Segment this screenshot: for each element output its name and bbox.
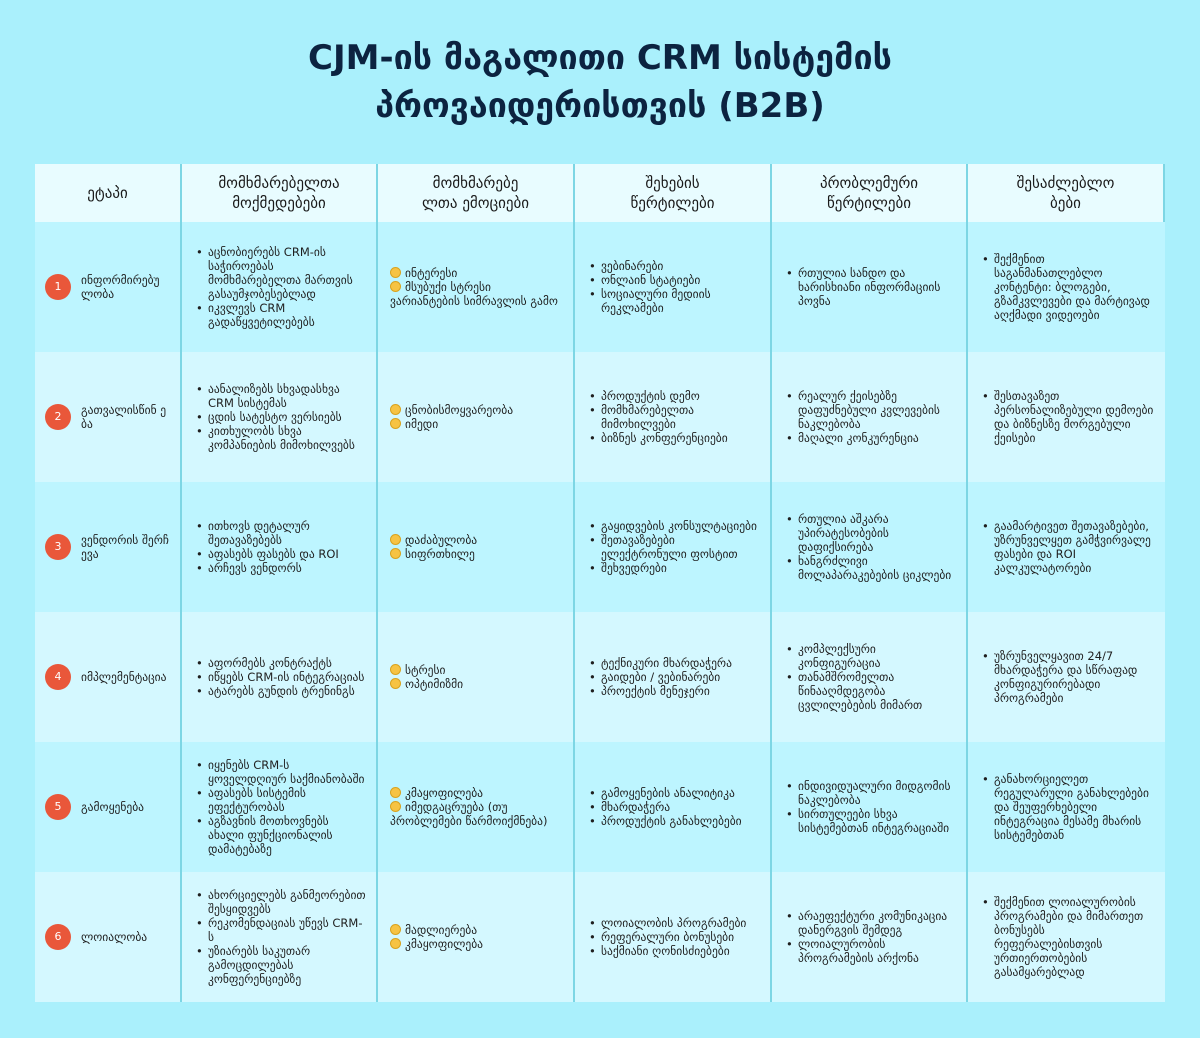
thinking-face-icon	[390, 267, 401, 278]
emotions-cell	[378, 742, 575, 872]
emotion-text: მადლიერება	[405, 923, 478, 937]
customer-actions-list	[194, 245, 366, 329]
stage-cell	[35, 222, 182, 352]
pain-points-list	[784, 909, 956, 965]
stage-label: ვენდორის შერჩევა	[81, 533, 169, 561]
emotion-item	[390, 280, 563, 308]
emotion-text: კმაყოფილება	[405, 786, 484, 800]
customer-actions-item: • აგზავნის მოთხოვნებს ახალი ფუნქციონალის დამატებაზე	[194, 814, 366, 856]
customer-actions-list	[194, 888, 366, 986]
pain-points-item: • ლოიალურობის პროგრამების არქონა	[784, 937, 956, 965]
sweat-face-icon	[390, 664, 401, 675]
touchpoints-cell	[575, 352, 772, 482]
pain-points-cell	[772, 352, 968, 482]
touchpoints-item: • ტექნიკური მხარდაჭერა	[587, 656, 732, 670]
emotions-cell	[378, 872, 575, 1002]
emotion-item	[390, 533, 477, 547]
opportunities-item: • შესთავაზეთ პერსონალიზებული დემოები და ბიზნესზე მორგებული ქეისები	[980, 389, 1155, 445]
emotions-list	[390, 533, 477, 561]
customer-actions-item: • აცნობიერებს CRM-ის საჭიროებას მომხმარებელთა მართვის გასაუმჯობესებლად	[194, 245, 366, 301]
emotion-item	[390, 663, 463, 677]
touchpoints-item: • რეფერალური ბონუსები	[587, 930, 746, 944]
header-text: მოქმედებები	[232, 194, 326, 212]
pain-points-list	[784, 512, 956, 582]
emotion-text: კმაყოფილება	[405, 937, 484, 951]
emotions-list	[390, 266, 563, 308]
touchpoints-list	[587, 389, 760, 445]
pain-points-item: • კომპლექსური კონფიგურაცია	[784, 642, 956, 670]
title-line-2: პროვაიდერისთვის (B2B)	[375, 86, 825, 126]
emotion-item	[390, 937, 483, 951]
stage-label: იმპლემენტაცია	[81, 670, 167, 684]
page-title	[0, 34, 1200, 130]
stage-number-badge: 4	[45, 664, 71, 690]
customer-actions-item: • აფასებს ფასებს და ROI	[194, 547, 366, 561]
pain-points-item: • სირთულეები სხვა სისტემებთან ინტეგრაციაში	[784, 807, 956, 835]
touchpoints-list	[587, 786, 742, 828]
stage-cell	[35, 352, 182, 482]
stage-number-badge: 5	[45, 794, 71, 820]
header-text: წერტილები	[630, 194, 715, 212]
customer-actions-item: • აფასებს სისტემის ეფექტურობას	[194, 786, 366, 814]
stage-label: ლოიალობა	[81, 930, 148, 944]
customer-actions-item: • უზიარებს საკუთარ გამოცდილებას კონფერენციებზე	[194, 944, 366, 986]
stage-number-badge: 2	[45, 404, 71, 430]
emotion-item	[390, 547, 477, 561]
touchpoints-cell	[575, 872, 772, 1002]
header-pain-points	[772, 164, 968, 222]
header-text: შეხების	[645, 174, 700, 192]
touchpoints-list	[587, 519, 760, 575]
opportunities-item: • უზრუნველყავით 24/7 მხარდაჭერა და სწრაფად კონფიგურირებადი პროგრამები	[980, 649, 1155, 705]
emotion-text: სტრესი	[405, 663, 446, 677]
customer-actions-list	[194, 519, 366, 575]
touchpoints-item: • მომხმარებელთა მიმოხილვები	[587, 403, 760, 431]
touchpoints-item: • გაიდები / ვებინარები	[587, 670, 732, 684]
pain-points-item: • ხანგრძლივი მოლაპარაკებების ციკლები	[784, 554, 956, 582]
touchpoints-cell	[575, 742, 772, 872]
touchpoints-list	[587, 656, 732, 698]
stage-label: გამოყენება	[81, 800, 145, 814]
touchpoints-cell	[575, 612, 772, 742]
emotion-item	[390, 800, 563, 828]
opportunities-cell	[968, 222, 1165, 352]
customer-actions-cell	[182, 222, 378, 352]
touchpoints-item: • პროდუქტის განახლებები	[587, 814, 742, 828]
slight-smile-icon	[390, 418, 401, 429]
customer-actions-item: • იყენებს CRM-ს ყოველდღიურ საქმიანობაში	[194, 758, 366, 786]
header-text: ეტაპი	[87, 184, 128, 202]
customer-actions-item: • აანალიზებს სხვადასხვა CRM სისტემას	[194, 382, 366, 410]
opportunities-list	[980, 895, 1155, 979]
stage-cell	[35, 482, 182, 612]
title-line-1: CJM-ის მაგალითი CRM სისტემის	[308, 38, 892, 78]
touchpoints-item: • შეთავაზებები ელექტრონული ფოსტით	[587, 533, 760, 561]
customer-actions-item: • არჩევს ვენდორს	[194, 561, 366, 575]
touchpoints-item: • ვებინარები	[587, 259, 760, 273]
header-text: ბები	[1050, 194, 1081, 212]
touchpoints-item: • შეხვედრები	[587, 561, 760, 575]
opportunities-list	[980, 519, 1155, 575]
customer-actions-cell	[182, 352, 378, 482]
customer-actions-cell	[182, 742, 378, 872]
pain-points-list	[784, 389, 956, 445]
header-text: ლთა ემოციები	[421, 194, 530, 212]
customer-actions-list	[194, 758, 366, 856]
header-text: წერტილები	[826, 194, 911, 212]
touchpoints-list	[587, 259, 760, 315]
customer-actions-item: • აფორმებს კონტრაქტს	[194, 656, 364, 670]
opportunities-item: • შექმენით ლოიალურობის პროგრამები და მიმართეთ ბონუსებს რეფერალებისთვის ურთიერთობების გასამყარებლად	[980, 895, 1155, 979]
pain-points-list	[784, 642, 956, 712]
emotion-text: დაძაბულობა	[405, 533, 478, 547]
opportunities-cell	[968, 482, 1165, 612]
pain-points-item: • თანამშრომელთა წინააღმდეგობა ცვლილებების მიმართ	[784, 670, 956, 712]
pain-points-list	[784, 779, 956, 835]
opportunities-cell	[968, 612, 1165, 742]
grinning-face-icon	[390, 938, 401, 949]
emotions-list	[390, 403, 513, 431]
header-text: შესაძლებლო	[1016, 174, 1115, 192]
smiling-face-icon	[390, 787, 401, 798]
opportunities-cell	[968, 872, 1165, 1002]
customer-actions-item: • ითხოვს დეტალურ შეთავაზებებს	[194, 519, 366, 547]
opportunities-list	[980, 649, 1155, 705]
customer-actions-cell	[182, 872, 378, 1002]
header-touchpoints	[575, 164, 772, 222]
opportunities-list	[980, 252, 1155, 322]
grimacing-face-icon	[390, 534, 401, 545]
opportunities-list	[980, 772, 1155, 842]
opportunities-item: • შექმენით საგანმანათლებლო კონტენტი: ბლოგები, გზამკვლევები და მარტივად აღქმადი ვიდეოები	[980, 252, 1155, 322]
stage-cell	[35, 612, 182, 742]
stage-number-badge: 6	[45, 924, 71, 950]
raised-hands-icon	[390, 924, 401, 935]
customer-actions-item: • ახორციელებს განმეორებით შესყიდვებს	[194, 888, 366, 916]
pain-points-cell	[772, 742, 968, 872]
stage-cell	[35, 872, 182, 1002]
pain-points-item: • არაეფექტური კომუნიკაცია დანერგვის შემდეგ	[784, 909, 956, 937]
touchpoints-item: • გამოყენების ანალიტიკა	[587, 786, 742, 800]
stage-number-badge: 1	[45, 274, 71, 300]
worried-face-icon	[390, 281, 401, 292]
emotions-list	[390, 663, 463, 691]
emotions-cell	[378, 352, 575, 482]
customer-actions-item: • იწყებს CRM-ის ინტეგრაციას	[194, 670, 364, 684]
header-text: მომხმარებელთა	[218, 174, 340, 192]
pain-points-item: • მაღალი კონკურენცია	[784, 431, 956, 445]
pain-points-item: • ინდივიდუალური მიდგომის ნაკლებობა	[784, 779, 956, 807]
emotion-item	[390, 266, 563, 280]
touchpoints-item: • საქმიანი ღონისძიებები	[587, 944, 746, 958]
emotion-item	[390, 677, 463, 691]
customer-actions-cell	[182, 482, 378, 612]
customer-actions-item: • ცდის სატესტო ვერსიებს	[194, 410, 366, 424]
header-emotions	[378, 164, 575, 222]
emotion-text: მსუბუქი სტრესი ვარიანტების სიმრავლის გამო	[390, 280, 558, 308]
emotion-text: ოპტიმიზმი	[405, 677, 464, 691]
header-stage	[35, 164, 182, 222]
slight-smile-icon	[390, 678, 401, 689]
stage-cell	[35, 742, 182, 872]
pain-points-cell	[772, 872, 968, 1002]
customer-actions-item: • იკვლევს CRM გადაწყვეტილებებს	[194, 301, 366, 329]
opportunities-cell	[968, 352, 1165, 482]
pain-points-item: • რთულია აშკარა უპირატესობების დაფიქსირება	[784, 512, 956, 554]
emotion-text: იმედგაცრუება (თუ პრობლემები წარმოიქმნება)	[390, 800, 548, 828]
pain-points-item: • რეალურ ქეისებზე დაფუძნებული კვლევების ნაკლებობა	[784, 389, 956, 431]
customer-actions-item: • კითხულობს სხვა კომპანიების მიმოხილვებს	[194, 424, 366, 452]
pain-points-cell	[772, 222, 968, 352]
customer-actions-cell	[182, 612, 378, 742]
disappointed-face-icon	[390, 801, 401, 812]
cjm-table	[35, 164, 1165, 1002]
touchpoints-cell	[575, 482, 772, 612]
touchpoints-item: • სოციალური მედიის რეკლამები	[587, 287, 760, 315]
customer-actions-list	[194, 382, 366, 452]
header-text: მომხმარებე	[432, 174, 519, 192]
pain-points-cell	[772, 612, 968, 742]
emotions-cell	[378, 482, 575, 612]
stage-number-badge: 3	[45, 534, 71, 560]
emotion-text: ინტერესი	[405, 266, 458, 280]
header-text: პრობლემური	[819, 174, 919, 192]
opportunities-item: • გაამარტივეთ შეთავაზებები, უზრუნველყეთ გამჭვირვალე ფასები და ROI კალკულატორები	[980, 519, 1155, 575]
touchpoints-item: • პროდუქტის დემო	[587, 389, 760, 403]
emotions-cell	[378, 222, 575, 352]
emotions-list	[390, 923, 483, 951]
thinking-face-icon	[390, 548, 401, 559]
touchpoints-item: • მხარდაჭერა	[587, 800, 742, 814]
emotion-text: იმედი	[405, 417, 439, 431]
touchpoints-item: • გაყიდვების კონსულტაციები	[587, 519, 760, 533]
emotion-text: ცნობისმოყვარეობა	[405, 403, 514, 417]
emotion-item	[390, 403, 513, 417]
header-actions	[182, 164, 378, 222]
customer-actions-item: • რეკომენდაციას უწევს CRM-ს	[194, 916, 366, 944]
opportunities-item: • განახორციელეთ რეგულარული განახლებები და შეუფერხებელი ინტეგრაცია მესამე მხარის სისტემებთან	[980, 772, 1155, 842]
opportunities-list	[980, 389, 1155, 445]
emotions-cell	[378, 612, 575, 742]
stage-label: გათვალისწინ ება	[81, 403, 167, 431]
touchpoints-item: • პროექტის მენეჯერი	[587, 684, 732, 698]
touchpoints-item: • ბიზნეს კონფერენციები	[587, 431, 760, 445]
emotion-item	[390, 417, 513, 431]
pain-points-list	[784, 266, 956, 308]
emotion-item	[390, 786, 563, 800]
stage-label: ინფორმირებუ ლობა	[81, 273, 160, 301]
emotion-item	[390, 923, 483, 937]
touchpoints-cell	[575, 222, 772, 352]
customer-actions-list	[194, 656, 364, 698]
pain-points-cell	[772, 482, 968, 612]
header-opportunities	[968, 164, 1165, 222]
emotion-text: სიფრთხილე	[405, 547, 475, 561]
touchpoints-list	[587, 916, 746, 958]
touchpoints-item: • ონლაინ სტატიები	[587, 273, 760, 287]
customer-actions-item: • ატარებს გუნდის ტრენინგს	[194, 684, 364, 698]
nerd-face-icon	[390, 404, 401, 415]
pain-points-item: • რთულია სანდო და ხარისხიანი ინფორმაციის პოვნა	[784, 266, 956, 308]
emotions-list	[390, 786, 563, 828]
touchpoints-item: • ლოიალობის პროგრამები	[587, 916, 746, 930]
opportunities-cell	[968, 742, 1165, 872]
